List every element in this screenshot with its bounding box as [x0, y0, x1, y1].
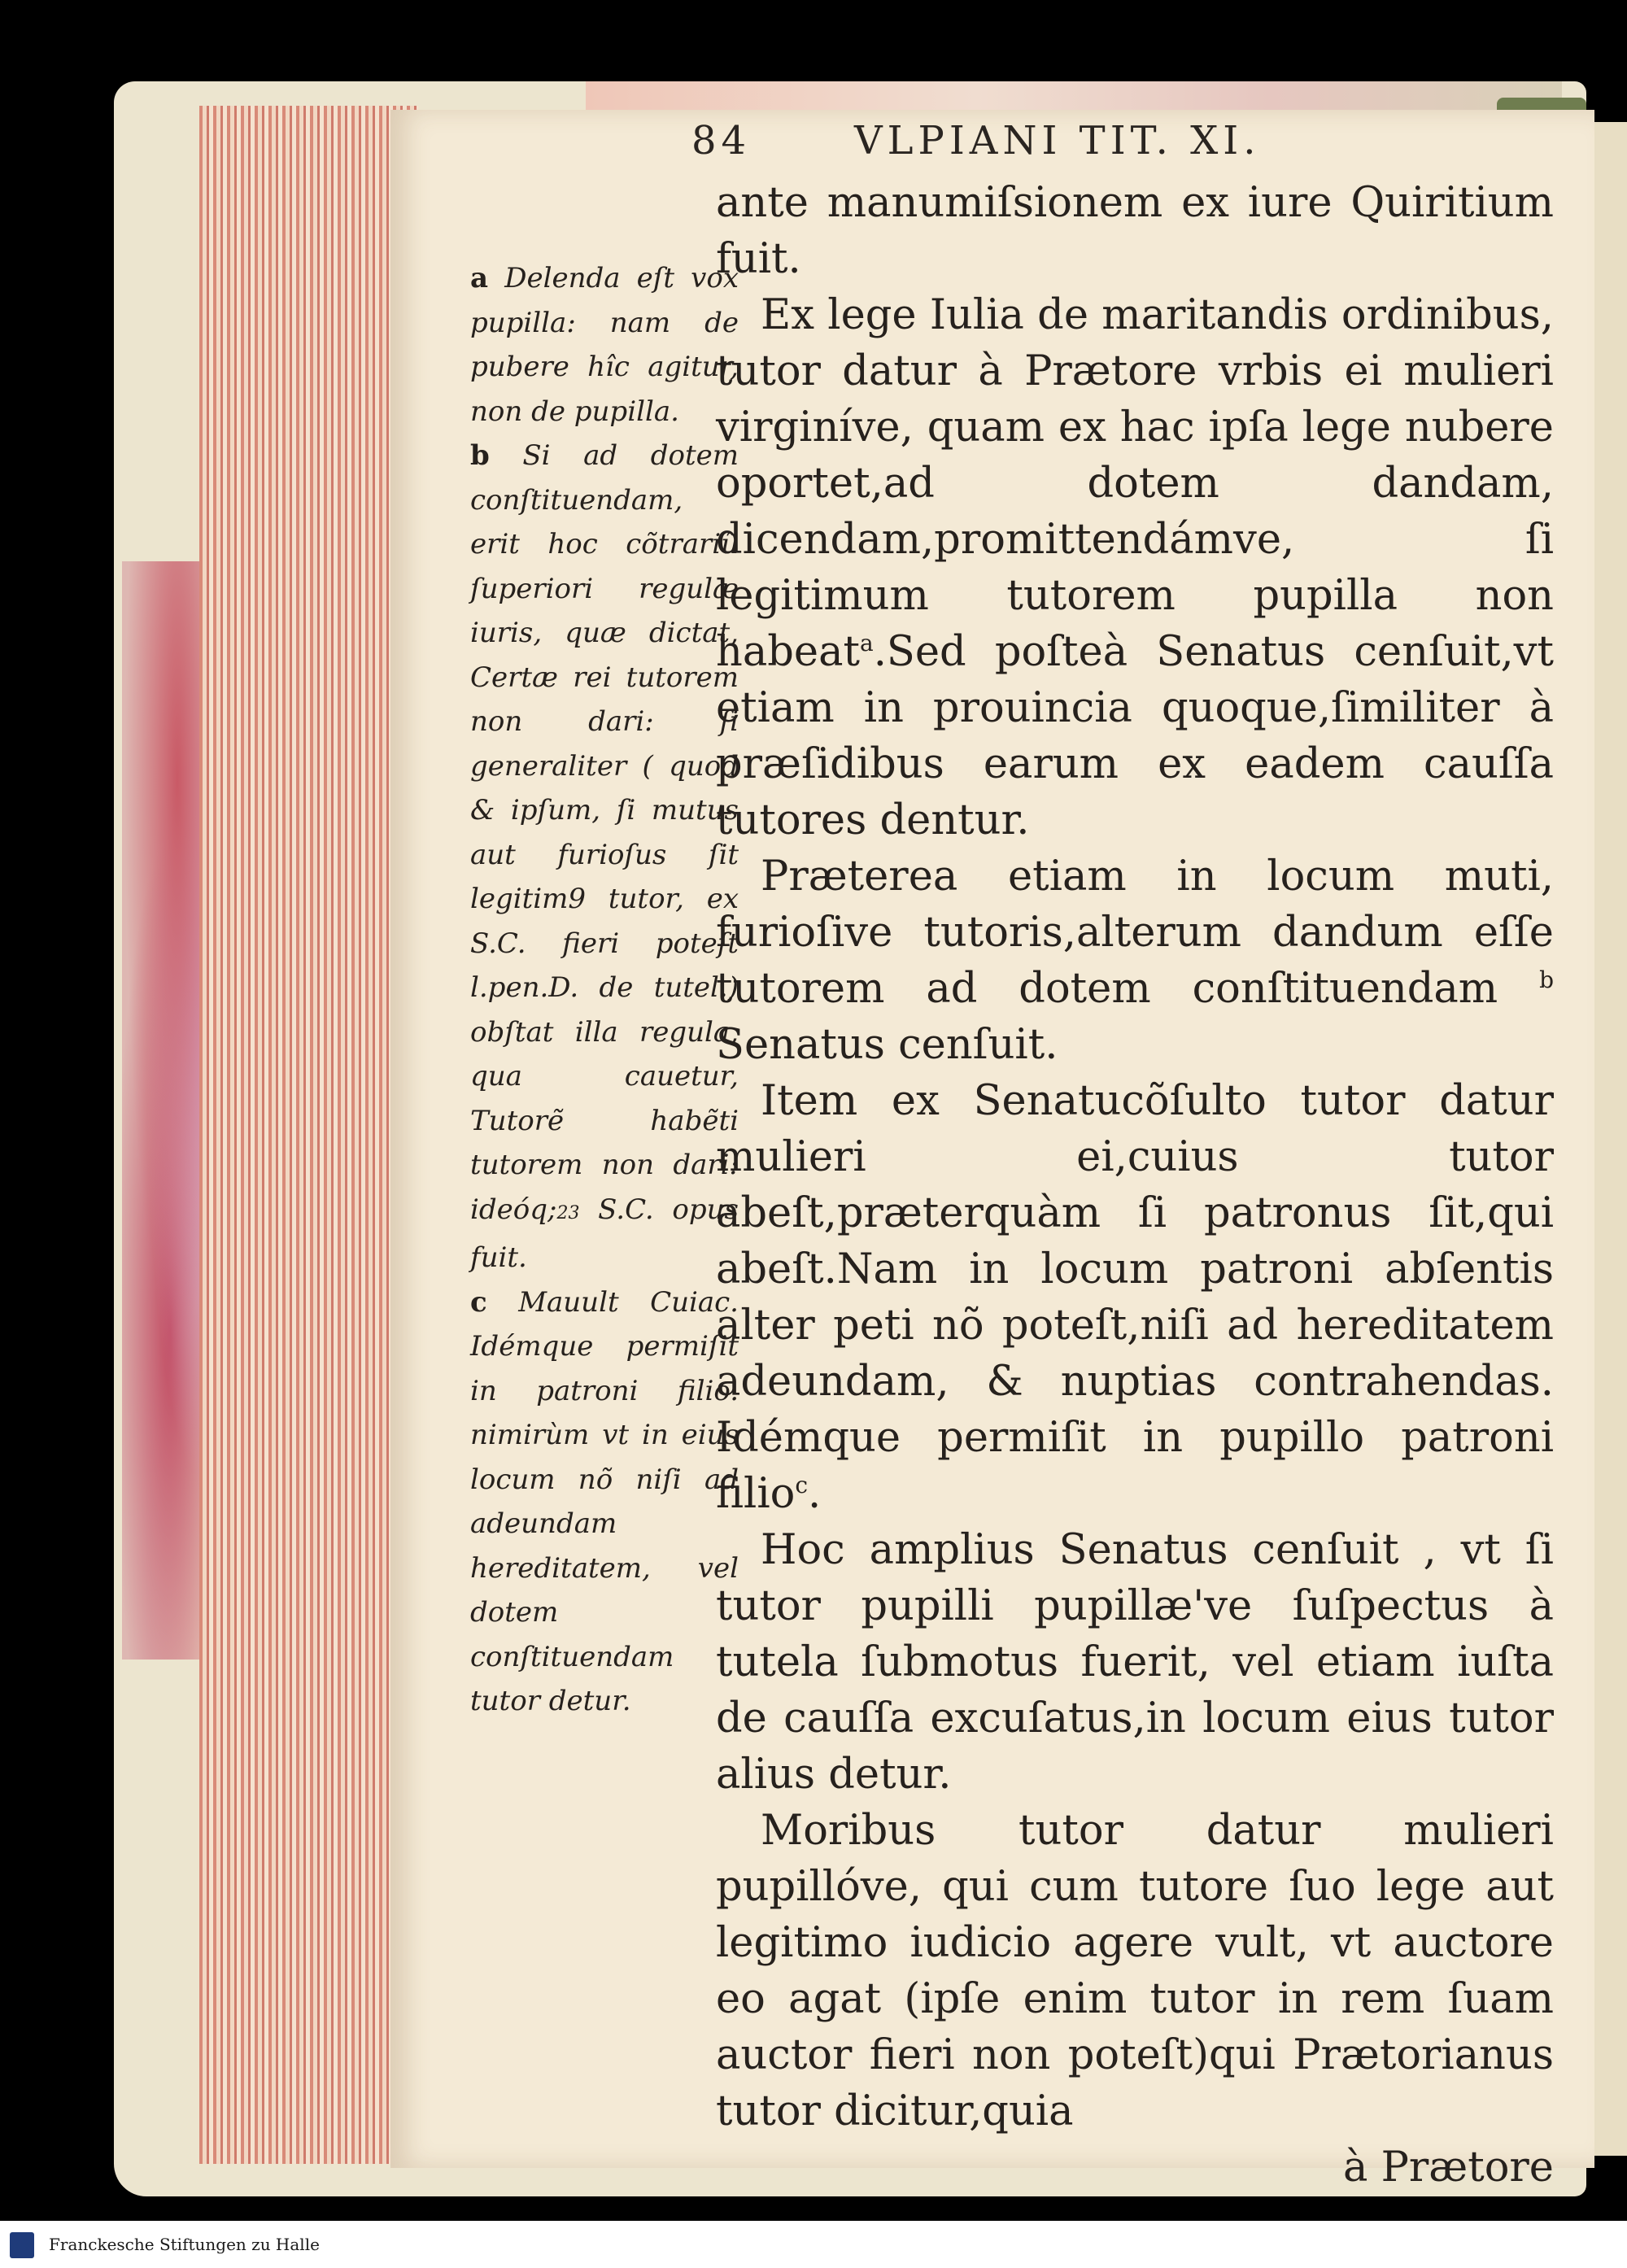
margin-notes: [470, 256, 739, 1724]
institution-logo-icon: [10, 2232, 34, 2258]
paragraph: [716, 848, 1554, 1073]
catchword: [716, 2139, 1554, 2196]
note-text: Si ad dotem conſtituendam, erit hoc cõtrariũ ſuperiori regulæ iuris, quæ dictat, Certæ rei tutorem non dari: ſi generaliter ( quod & ipſum, ſi mutus aut furioſus ſit legitim9 tutor, ex S.C. fieri poteſt l.pen.D. de tutel.) obſtat illa regula, qua cauetur, Tutorẽ habẽti tutorem non dari: ideóq;: [470, 439, 739, 1226]
note-letter: c: [470, 1285, 487, 1319]
paragraph-text: Præterea etiam in locum muti, furioſive tutoris,alterum dandum eſſe tutorem ad dotem conſtituendam: [716, 853, 1554, 1013]
footnote-marker: a: [859, 630, 874, 656]
note-letter: b: [470, 439, 490, 472]
paragraph: [716, 1803, 1554, 2139]
book-page: [390, 110, 1594, 2192]
paragraph-text: Moribus tutor datur mulieri pupillóve, qui cum tutore ſuo lege aut legitimo iudicio agere vult, vt auctore eo agat (ipſe enim tutor in rem ſuam auctor fieri non poteſt)qui Prætorianus tutor dicitur,quia: [716, 1807, 1554, 2135]
running-head: [691, 118, 1586, 175]
paragraph-text: Item ex Senatucõſulto tutor datur mulieri ei,cuius tutor abeſt,præterquàm ſi patronus ſit,qui abeſt.Nam in locum patroni abſentis alter peti nõ poteſt,niſi ad hereditatem adeundam, & nuptias contrahendas. Idémque permiſit in pupillo patroni filio: [716, 1077, 1554, 1518]
margin-note-c: [470, 1280, 739, 1724]
paragraph: [716, 1522, 1554, 1803]
footnote-marker: b: [1539, 966, 1554, 993]
paragraph: [716, 175, 1554, 287]
paragraph-text-continued: .: [808, 1470, 822, 1518]
institution-name: Franckesche Stiftungen zu Halle: [49, 2235, 320, 2254]
page-edges: [199, 106, 419, 2164]
running-title: VLPIANI TIT. XI.: [854, 118, 1261, 164]
note-letter: a: [470, 262, 489, 294]
paragraph: [716, 1073, 1554, 1522]
margin-note-b: [470, 434, 739, 1280]
facing-page-edge: [1590, 122, 1627, 2156]
note-text-continued: S.C. opus fuit.: [470, 1193, 739, 1274]
footnote-marker: c: [795, 1472, 809, 1498]
note-text: Mauult Cuiac. Idémque permiſit in patroni filio. nimirùm vt in eius locum nõ niſi ad adeundam hereditatem, vel dotem conſtituendam tutor detur.: [470, 1285, 739, 1717]
margin-note-a: [470, 256, 739, 434]
catchword-text: à Prætore: [1342, 2144, 1554, 2192]
paragraph-text-continued: .Sed poſteà Senatus cenſuit,vt etiam in prouincia quoque,ſimiliter à præſidibus earum ex eadem cauſſa tutores dentur.: [716, 628, 1554, 844]
paragraph: [716, 287, 1554, 848]
signature-mark: 23: [556, 1202, 580, 1223]
page-number: 84: [691, 118, 752, 164]
paragraph-text: Hoc amplius Senatus cenſuit , vt ſi tutor pupilli pupillæ've ſuſpectus à tutela ſubmotus fuerit, vel etiam iuſta de cauſſa excuſatus,in locum eius tutor alius detur.: [716, 1526, 1554, 1799]
paragraph-text: Ex lege Iulia de maritandis ordinibus, tutor datur à Prætore vrbis ei mulieri virginíve, quam ex hac ipſa lege nubere oportet,ad dotem dandam, dicendam,promittendámve, ſi legitimum tutorem pupilla non habeat: [716, 291, 1554, 676]
paragraph-text-continued: Senatus cenſuit.: [716, 1021, 1058, 1069]
main-text: [716, 175, 1554, 2196]
paragraph-text: ante manumiſsionem ex iure Quiritium fuit.: [716, 179, 1554, 283]
note-text: Delenda eſt vox pupilla: nam de pubere hîc agitur, non de pupilla.: [470, 262, 739, 428]
footer-bar: [0, 2221, 1627, 2268]
